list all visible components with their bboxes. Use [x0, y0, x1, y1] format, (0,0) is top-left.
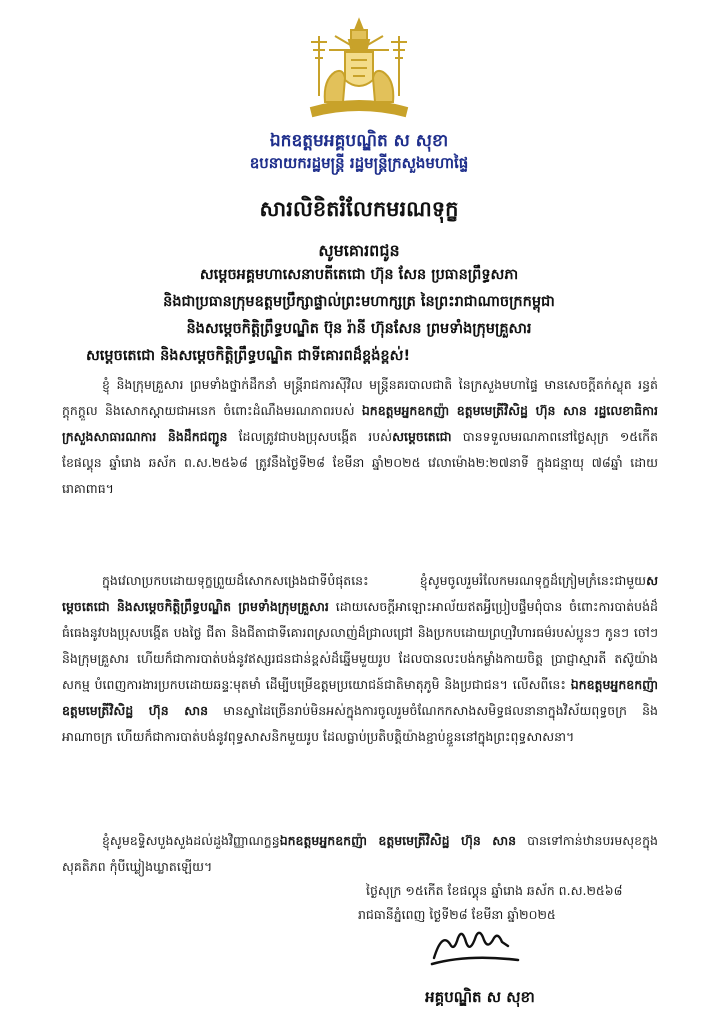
addressee-line: សម្តេចអគ្គមហាសេនាបតីតេជោ ហ៊ុន សែន ប្រធានព្រឹទ្ធសភា	[199, 267, 519, 283]
paragraph-prayer	[62, 828, 658, 880]
addressee-greeting: សូមគោរពជូន	[318, 241, 400, 260]
addressee-line: និងជាប្រធានក្រុមឧត្តមប្រឹក្សាផ្ទាល់ព្រះមហាក្សត្រ នៃព្រះរាជាណាចក្រកម្ពុជា	[163, 294, 555, 310]
sender-name: ឯកឧត្តមអគ្គបណ្ឌិត ស សុខា	[269, 131, 449, 151]
paragraph-condolence	[62, 568, 658, 750]
date-lunar: ថ្ងៃសុក្រ ១៥កើត ខែផល្គុន ឆ្នាំរោង ឆស័ក ព.ស.២៥៦៨	[366, 883, 623, 898]
text-run: មានស្នាដៃច្រើនរាប់មិនអស់ក្នុងការចូលរួមចំណែកកសាងសមិទ្ធផលនានាក្នុងវិស័យពុទ្ធចក្រ និងអាណាចក្រ ហើយក៏ជាការបាត់បង់នូវពុទ្ធសាសនិកមួយរូប ដែលធ្លាប់ប្រតិបត្តិយ៉ាងខ្ជាប់ខ្ជួននៅក្នុងព្រះពុទ្ធសាសនា។	[62, 703, 658, 744]
handwritten-signature-icon	[428, 924, 524, 970]
text-run: ខ្ញុំ និងក្រុមគ្រួសារ ព្រមទាំងថ្នាក់ដឹកនាំ មន្ត្រីរាជការស៊ីវិល មន្ត្រីនគរបាលជាតិ នៃក្រសួងមហាផ្ទៃ មានសេចក្តីតក់ស្លុត រន្ធត់ក្តុកក្តួល និងសោកស្តាយជាអនេក ចំពោះដំណឹងមរណភាពរបស់	[62, 377, 658, 418]
text-run: បានទទួលមរណភាពនៅថ្ងៃសុក្រ ១៥កើត ខែផល្គុន ឆ្នាំរោង ឆស័ក ព.ស.២៥៦៨ ត្រូវនឹងថ្ងៃទី២៨ ខែមីនា ឆ្នាំ២០២៥ វេលាម៉ោង២:២៧នាទី ក្នុងជន្មាយុ ៧៨ឆ្នាំ ដោយរោគាពាធ។	[62, 429, 658, 496]
letter-title: សារលិខិតរំលែកមរណទុក្ខ	[259, 197, 459, 221]
text-run: ក្នុងវេលាប្រកបដោយទុក្ខព្រួយដ៏សោកសង្រេងជាទីបំផុតនេះ ខ្ញុំសូមចូលរួមរំលែកមរណទុក្ខដ៏ក្រៀមក្រំនេះជាមួយ	[102, 573, 647, 588]
deceased-name: ឯកឧត្តមអ្នកឧកញ៉ា ឧត្តមមេត្រីវិសិដ្ឋ ហ៊ុន សាន	[279, 833, 517, 848]
deceased-name: ឯកឧត្តមអ្នកឧកញ៉ា ឧត្តមមេត្រីវិសិដ្ឋ ហ៊ុន សាន	[62, 677, 658, 718]
addressee-line: សម្តេចតេជោ និងសម្តេចកិត្តិព្រឹទ្ធបណ្ឌិត ជាទីគោរពដ៏ខ្ពង់ខ្ពស់!	[86, 348, 411, 364]
text-run: ដែលត្រូវជាបងប្រុសបង្កើត របស់	[227, 429, 393, 444]
royal-arms-of-cambodia-icon	[305, 16, 413, 120]
paragraph-announcement	[62, 372, 658, 502]
text-run: ខ្ញុំសូមឧទ្ទិសបួងសួងដល់ដួងវិញ្ញាណក្ខន្ធ	[102, 833, 280, 848]
addressee-line: និងសម្តេចកិត្តិព្រឹទ្ធបណ្ឌិត ប៊ុន រ៉ានី ហ៊ុនសែន ព្រមទាំងក្រុមគ្រួសារ	[186, 321, 532, 337]
recipient-name: សម្តេចតេជោ	[392, 429, 452, 444]
deceased-name: ឯកឧត្តមអ្នកឧកញ៉ា ឧត្តមមេត្រីវិសិដ្ឋ ហ៊ុន សាន រដ្ឋលេខាធិការក្រសួងសាធារណការ និងដឹកជញ្ជូន	[62, 403, 658, 444]
signer-name: អគ្គបណ្ឌិត ស សុខា	[425, 988, 535, 1006]
date-solar: រាជធានីភ្នំពេញ ថ្ងៃទី២៨ ខែមីនា ឆ្នាំ២០២៥	[358, 907, 556, 922]
text-run: ដោយសេចក្តីអាឡោះអាល័យឥតអ្វីប្រៀបផ្ទឹមពុំបាន ចំពោះការបាត់បង់ដ៏ធំធេងនូវបងប្រុសបង្កើត បងថ្លៃ ជីតា និងជីតាជាទីគោរពស្រលាញ់ដ៏ជ្រាលជ្រៅ និងប្រកបដោយព្រហ្មវិហារធម៌របស់ប្អូនៗ កូនៗ ចៅៗ និងក្រុមគ្រួសារ ហើយក៏ជាការបាត់បង់នូវឥស្សរជនជាន់ខ្ពស់ដ៏ឆ្នើមមួយរូប ដែលបានលះបង់កម្លាំងកាយចិត្ត ប្រាជ្ញាស្មារតី តស៊ូយ៉ាងសកម្ម បំពេញការងារប្រកបដោយឆន្ទៈមុតមាំ ដើម្បីបម្រើឧត្តមប្រយោជន៍ជាតិមាតុភូមិ និងប្រជាជន។ លើសពីនេះ	[62, 599, 658, 692]
sender-position: ឧបនាយករដ្ឋមន្ត្រី រដ្ឋមន្ត្រីក្រសួងមហាផ្ទៃ	[249, 154, 469, 172]
recipient-name: សម្តេចតេជោ និងសម្តេចកិត្តិព្រឹទ្ធបណ្ឌិត ព្រមទាំងក្រុមគ្រួសារ	[62, 573, 658, 614]
text-run: បានទៅកាន់ឋានបរមសុខក្នុងសុគតិភព កុំបីឃ្លៀងឃ្លាតឡើយ។	[62, 833, 658, 874]
